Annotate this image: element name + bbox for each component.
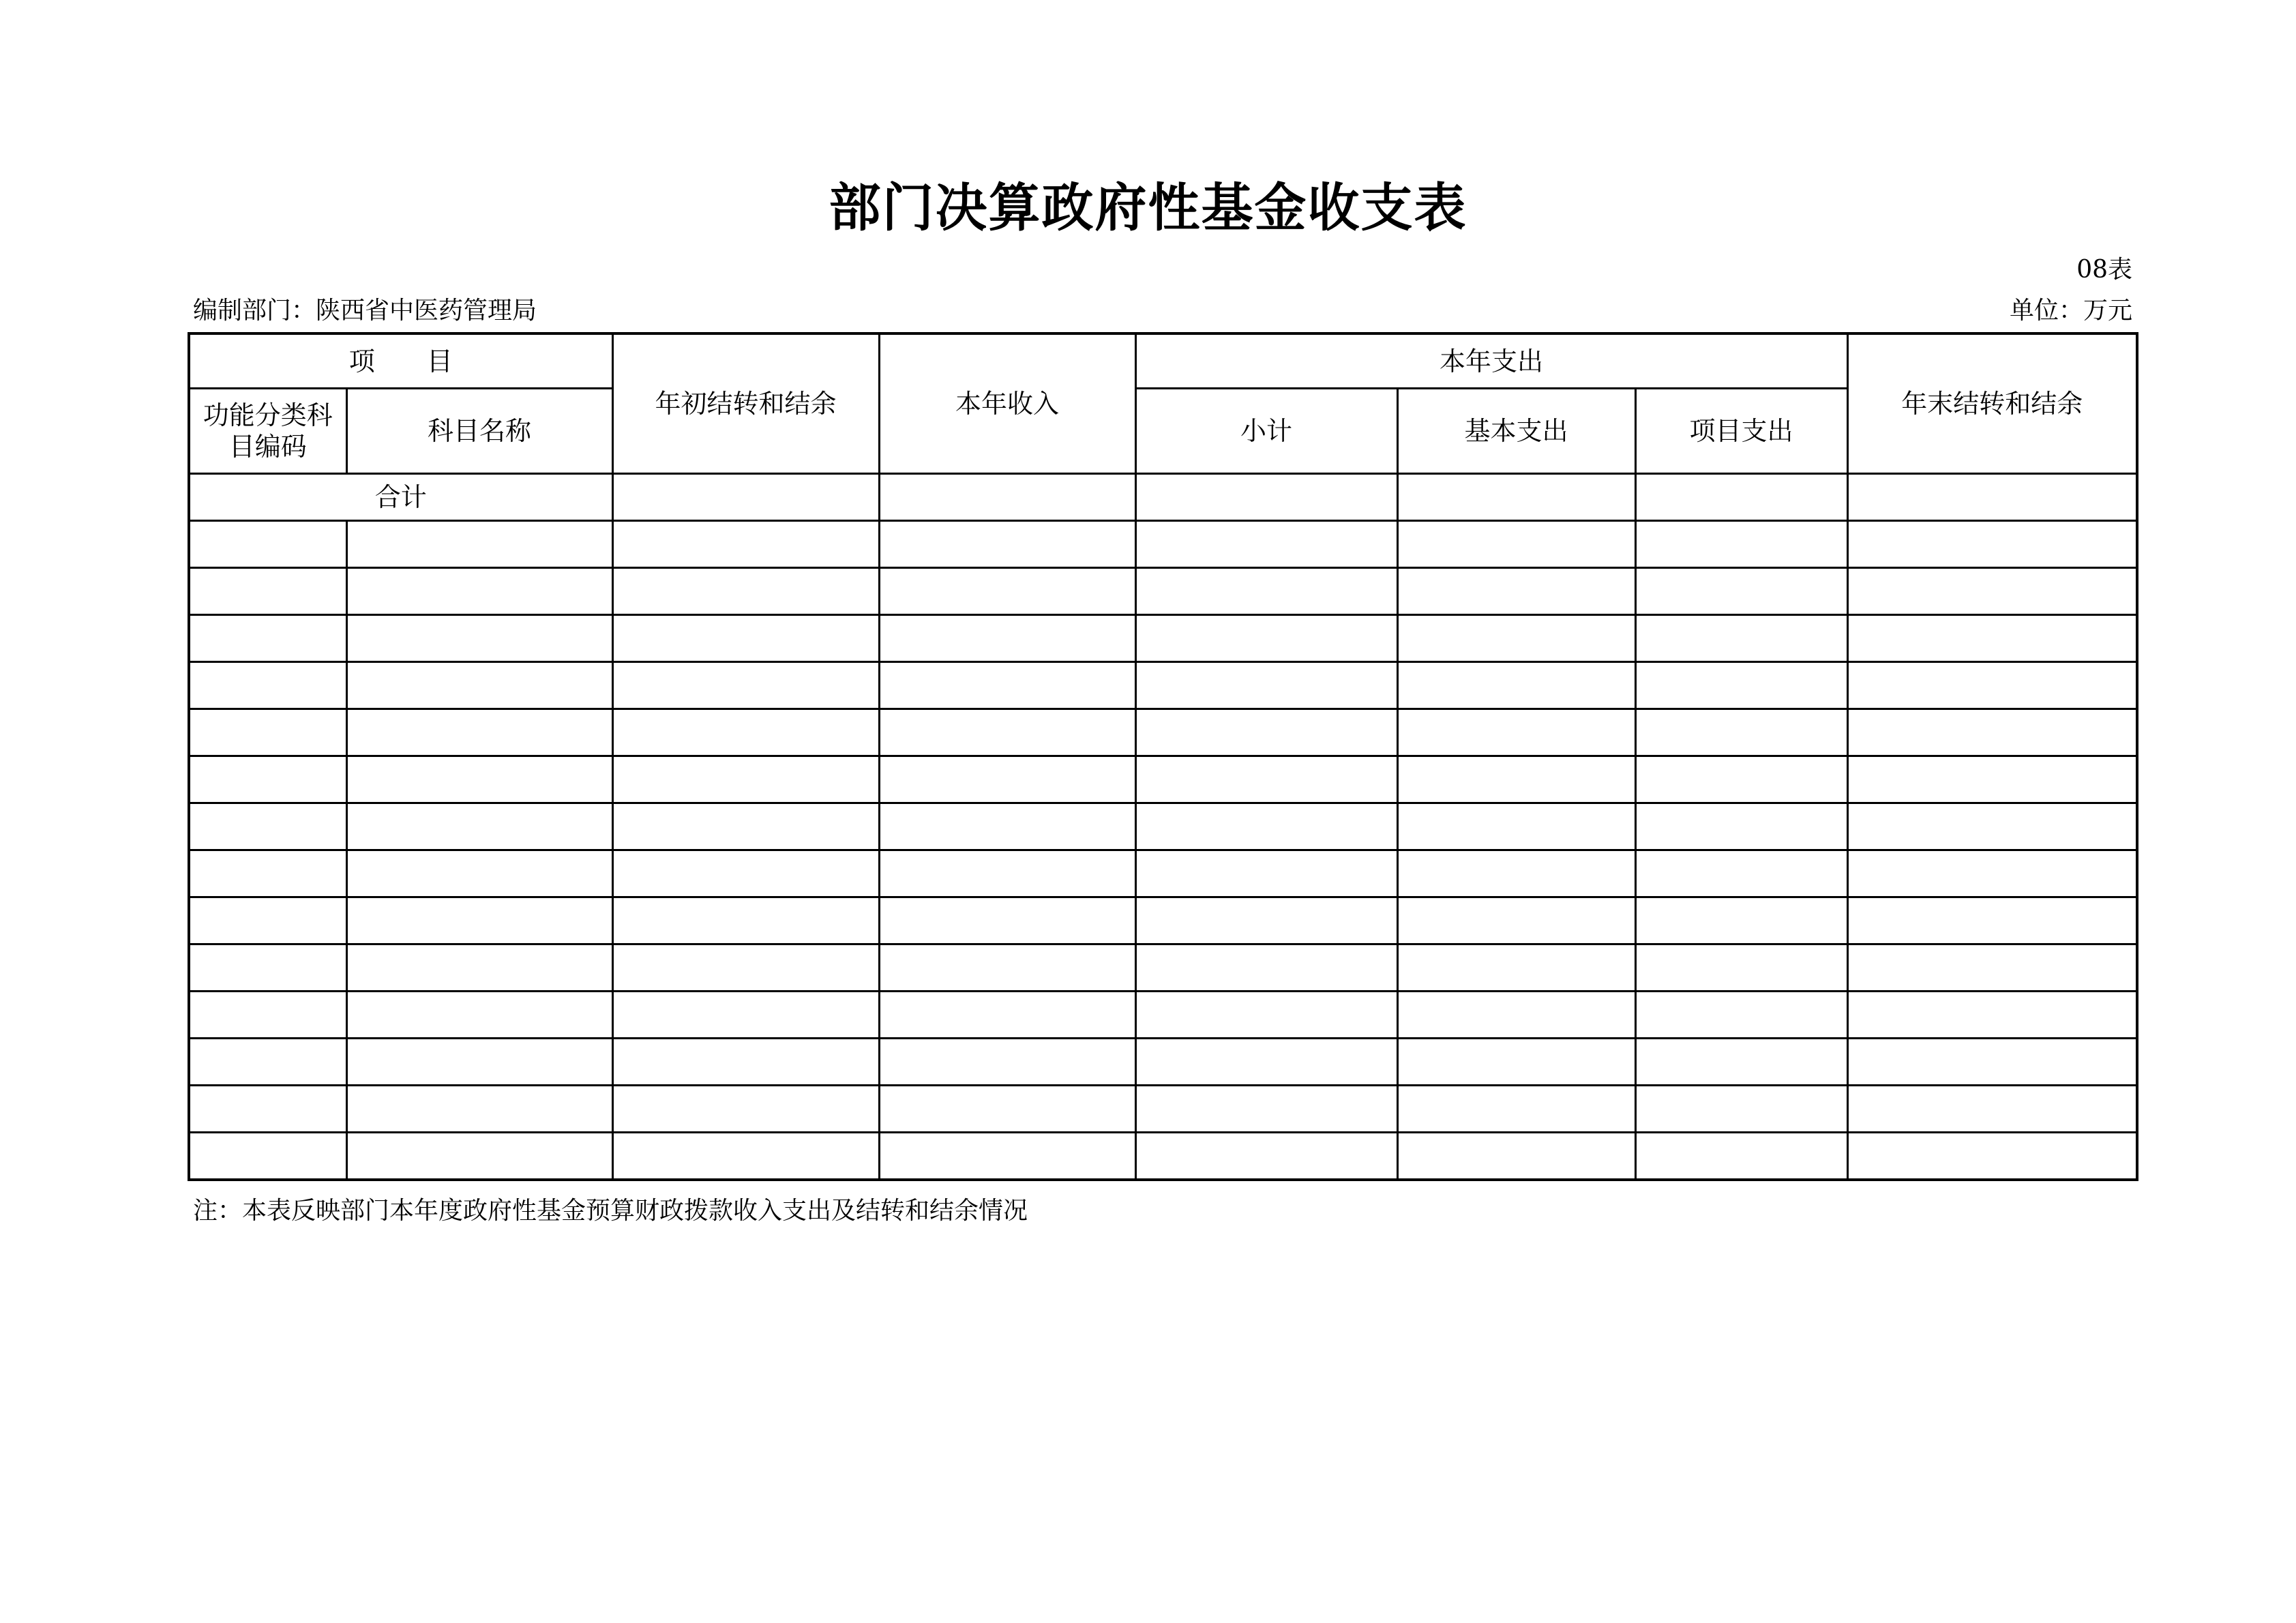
table-row [189, 1133, 2137, 1180]
table-cell [189, 803, 346, 850]
table-cell [346, 568, 612, 615]
table-cell [1635, 944, 1847, 992]
table-cell [1847, 662, 2137, 709]
table-cell [346, 709, 612, 756]
table-cell [1847, 615, 2137, 662]
header-carryover-begin: 年初结转和结余 [612, 333, 879, 474]
table-cell [612, 662, 879, 709]
table-cell [346, 521, 612, 568]
table-cell [189, 662, 346, 709]
table-cell [879, 1086, 1135, 1133]
table-cell [189, 1086, 346, 1133]
table-cell [879, 756, 1135, 803]
table-cell [1397, 1133, 1635, 1180]
footnote: 注：本表反映部门本年度政府性基金预算财政拨款收入支出及结转和结余情况 [193, 1197, 1028, 1225]
header-subtotal: 小计 [1135, 389, 1397, 474]
table-cell [1635, 568, 1847, 615]
table-cell [612, 521, 879, 568]
table-row [189, 568, 2137, 615]
table-cell [879, 1039, 1135, 1086]
table-cell [189, 756, 346, 803]
table-cell [612, 803, 879, 850]
table-cell [1847, 992, 2137, 1039]
table-cell [612, 1133, 879, 1180]
table-cell [1135, 756, 1397, 803]
table-row [189, 944, 2137, 992]
table-cell [1847, 944, 2137, 992]
table-cell [879, 709, 1135, 756]
table-row [189, 897, 2137, 944]
header-expense: 本年支出 [1135, 333, 1847, 389]
total-row [189, 474, 2137, 521]
table-cell [612, 709, 879, 756]
table-cell [612, 850, 879, 897]
table-cell [1847, 521, 2137, 568]
table-row [189, 803, 2137, 850]
table-cell [1397, 521, 1635, 568]
table-cell [1847, 709, 2137, 756]
table-cell [612, 756, 879, 803]
table-cell [879, 850, 1135, 897]
table-row [189, 850, 2137, 897]
table-cell [189, 992, 346, 1039]
table-cell [1847, 897, 2137, 944]
table-cell [1635, 709, 1847, 756]
table-row [189, 992, 2137, 1039]
table-cell [1397, 756, 1635, 803]
table-cell [1635, 803, 1847, 850]
table-cell [189, 850, 346, 897]
table-cell [189, 521, 346, 568]
header-basic-expense: 基本支出 [1397, 389, 1635, 474]
table-cell [1847, 1133, 2137, 1180]
table-cell [1397, 709, 1635, 756]
table-cell [1635, 850, 1847, 897]
table-cell [879, 1133, 1135, 1180]
table-cell [1635, 897, 1847, 944]
table-cell [1847, 568, 2137, 615]
table-row [189, 662, 2137, 709]
table-cell [1135, 944, 1397, 992]
header-income: 本年收入 [879, 333, 1135, 474]
header-func-code: 功能分类科目编码 [189, 389, 346, 474]
table-cell [612, 944, 879, 992]
table-cell [1135, 474, 1397, 521]
table-cell [1635, 1086, 1847, 1133]
table-cell [1847, 850, 2137, 897]
table-cell [612, 568, 879, 615]
header-carryover-end: 年末结转和结余 [1847, 333, 2137, 474]
table-cell [346, 944, 612, 992]
table-cell [1135, 803, 1397, 850]
table-cell [1847, 803, 2137, 850]
table-cell [1135, 662, 1397, 709]
table-cell [1635, 662, 1847, 709]
table-cell [1847, 756, 2137, 803]
table-cell [189, 897, 346, 944]
table-cell [1135, 1133, 1397, 1180]
table-cell [1397, 803, 1635, 850]
table-cell [879, 521, 1135, 568]
table-cell [1135, 992, 1397, 1039]
table-cell [879, 944, 1135, 992]
table-cell [879, 615, 1135, 662]
table-cell [1635, 1133, 1847, 1180]
table-cell [1397, 897, 1635, 944]
table-cell [1135, 1086, 1397, 1133]
table-cell [879, 897, 1135, 944]
table-row [189, 1086, 2137, 1133]
form-code: 08表 [2076, 256, 2132, 284]
header-project-expense: 项目支出 [1635, 389, 1847, 474]
table-cell [189, 568, 346, 615]
table-cell [1635, 474, 1847, 521]
table-row [189, 521, 2137, 568]
table-cell [1397, 1039, 1635, 1086]
table-cell [346, 803, 612, 850]
table-cell [1847, 1086, 2137, 1133]
table-cell [1397, 615, 1635, 662]
table-cell [346, 850, 612, 897]
table-cell [1397, 568, 1635, 615]
table-cell [1847, 1039, 2137, 1086]
table-cell [879, 992, 1135, 1039]
table-cell [1397, 944, 1635, 992]
header-subject-name: 科目名称 [346, 389, 612, 474]
table-row [189, 756, 2137, 803]
table-row [189, 615, 2137, 662]
total-label: 合计 [189, 474, 612, 521]
table-cell [1397, 474, 1635, 521]
table-cell [1135, 568, 1397, 615]
table-cell [346, 1086, 612, 1133]
table-cell [879, 803, 1135, 850]
table-cell [1135, 615, 1397, 662]
table-cell [1397, 1086, 1635, 1133]
table-cell [189, 709, 346, 756]
unit-label: 单位：万元 [2009, 297, 2132, 325]
table-cell [1135, 1039, 1397, 1086]
table-cell [189, 944, 346, 992]
table-cell [612, 615, 879, 662]
table-cell [346, 756, 612, 803]
table-cell [612, 1086, 879, 1133]
fund-table [188, 332, 2138, 1181]
department-label: 编制部门：陕西省中医药管理局 [193, 297, 537, 325]
table-cell [1135, 850, 1397, 897]
table-cell [1397, 992, 1635, 1039]
table-cell [612, 992, 879, 1039]
table-row [189, 709, 2137, 756]
table-cell [612, 1039, 879, 1086]
table-cell [612, 897, 879, 944]
table-cell [1635, 992, 1847, 1039]
table-cell [879, 474, 1135, 521]
table-cell [879, 662, 1135, 709]
table-cell [1397, 662, 1635, 709]
table-cell [1635, 1039, 1847, 1086]
table-cell [1847, 474, 2137, 521]
table-cell [189, 1039, 346, 1086]
table-cell [1635, 615, 1847, 662]
table-cell [612, 474, 879, 521]
table-row [189, 1039, 2137, 1086]
table-cell [1397, 850, 1635, 897]
table-cell [346, 615, 612, 662]
table-cell [346, 992, 612, 1039]
table-cell [346, 1039, 612, 1086]
table-cell [189, 1133, 346, 1180]
table-cell [879, 568, 1135, 615]
table-cell [1135, 521, 1397, 568]
table-cell [1635, 756, 1847, 803]
table-cell [189, 615, 346, 662]
table-cell [1635, 521, 1847, 568]
table-cell [346, 1133, 612, 1180]
table-cell [346, 897, 612, 944]
table-cell [1135, 897, 1397, 944]
header-item: 项 目 [189, 333, 612, 389]
table-cell [346, 662, 612, 709]
page-title: 部门决算政府性基金收支表 [829, 177, 1467, 238]
table-cell [1135, 709, 1397, 756]
